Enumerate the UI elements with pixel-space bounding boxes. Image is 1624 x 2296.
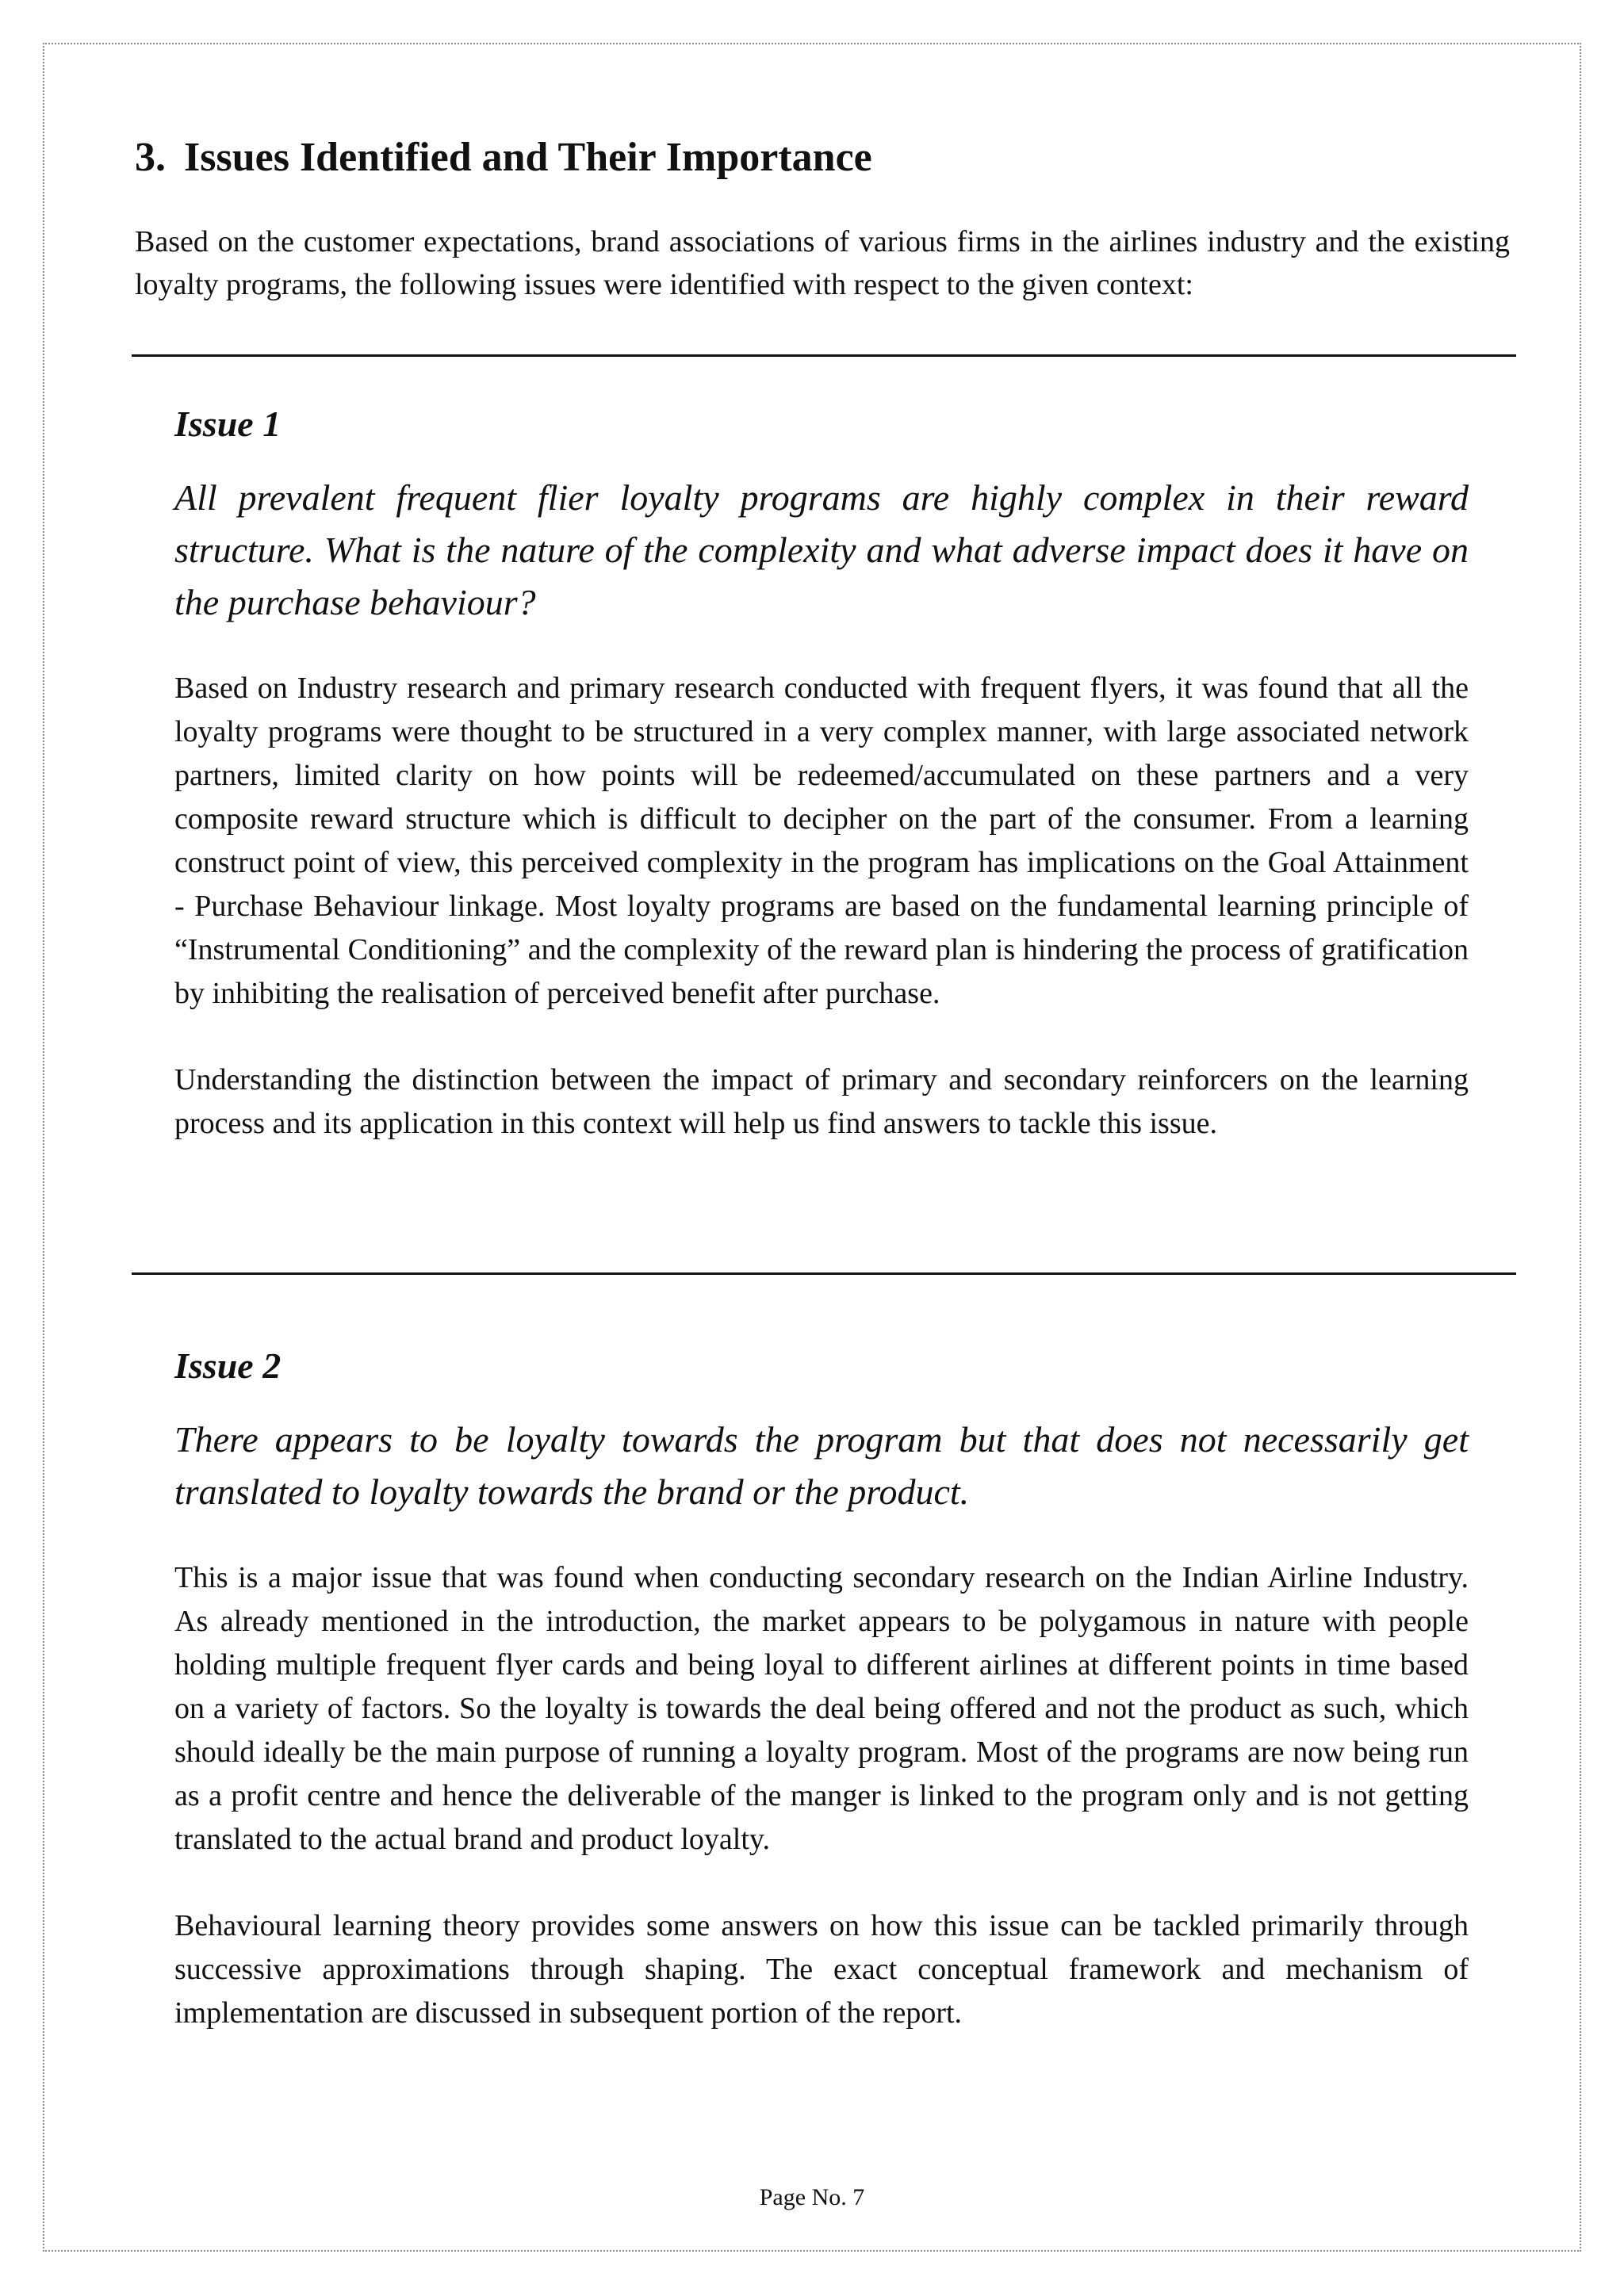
divider-rule xyxy=(132,354,1516,357)
section-intro: Based on the customer expectations, brand associations of various firms in the airlines industry and the existing loyalty programs, the following issues were identified with respect to the given context: xyxy=(135,225,1510,301)
section-title xyxy=(135,133,872,182)
section-title-text: Issues Identified and Their Importance xyxy=(184,135,872,180)
page-number: Page No. 7 xyxy=(759,2184,865,2210)
issue-paragraph: This is a major issue that was found when conducting secondary research on the Indian Airline Industry. As already mentioned in the introduction, the market appears to be polygamous in nature with people holding multiple frequent flyer cards and being loyal to different airlines at different points in time based on a variety of factors. So the loyalty is towards the deal being offered and not the product as such, which should ideally be the main purpose of running a loyalty program. Most of the programs are now being run as a profit centre and hence the deliverable of the manger is linked to the program only and is not getting translated to the actual brand and product loyalty. xyxy=(174,1561,1469,1856)
issue-question: There appears to be loyalty towards the program but that does not necessarily get translated to loyalty towards the brand or the product. xyxy=(174,1419,1469,1512)
divider-rule xyxy=(132,1272,1516,1275)
issue-paragraph: Understanding the distinction between the impact of primary and secondary reinforcers on the learning process and its application in this context will help us find answers to tackle this issue. xyxy=(174,1063,1469,1140)
issue-question: All prevalent frequent flier loyalty programs are highly complex in their reward structure. What is the nature of the complexity and what adverse impact does it have on the purchase behaviour? xyxy=(174,477,1469,622)
issue-label: Issue 2 xyxy=(174,1345,282,1386)
issue-block-1 xyxy=(174,400,1469,1146)
issue-paragraph: Behavioural learning theory provides some answers on how this issue can be tackled primarily through successive approximations through shaping. The exact conceptual framework and mechanism of implementation are discussed in subsequent portion of the report. xyxy=(174,1909,1469,2030)
issue-block-2 xyxy=(174,1342,1469,2035)
section-number: 3. xyxy=(135,135,166,180)
issue-label: Issue 1 xyxy=(174,404,282,444)
issue-paragraph: Based on Industry research and primary research conducted with frequent flyers, it was found that all the loyalty programs were thought to be structured in a very complex manner, with large associated network partners, limited clarity on how points will be redeemed/accumulated on these partners and a very composite reward structure which is difficult to decipher on the part of the consumer. From a learning construct point of view, this perceived complexity in the program has implications on the Goal Attainment - Purchase Behaviour linkage. Most loyalty programs are based on the fundamental learning principle of “Instrumental Conditioning” and the complexity of the reward plan is hindering the process of gratification by inhibiting the realisation of perceived benefit after purchase. xyxy=(174,672,1469,1010)
